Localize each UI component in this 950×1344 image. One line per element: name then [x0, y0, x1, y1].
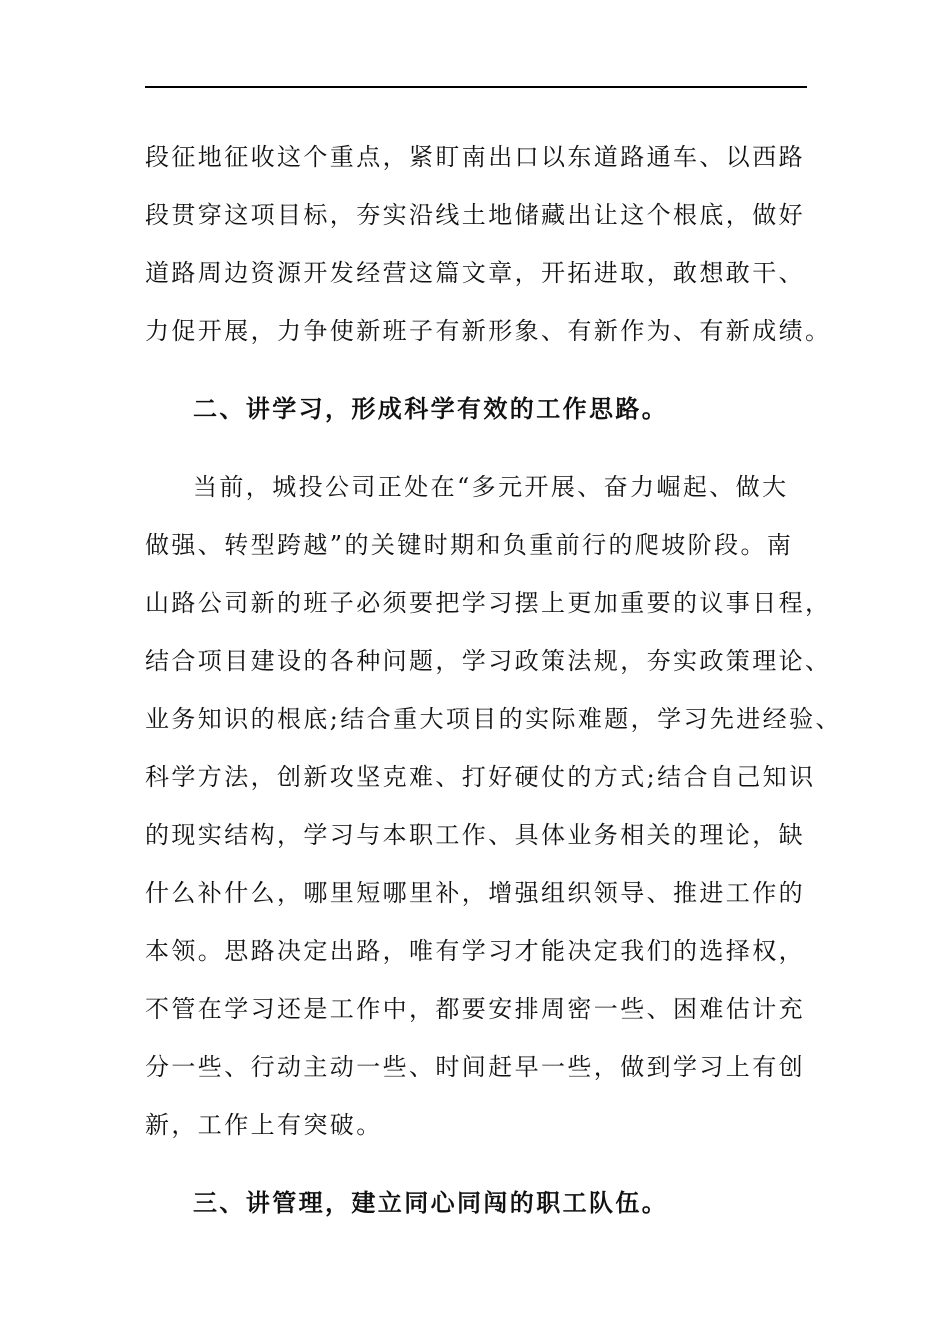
text-line: 当前，城投公司正处在“多元开展、奋力崛起、做大: [193, 473, 789, 501]
section-heading-2: 二、讲学习，形成科学有效的工作思路。: [193, 395, 669, 423]
text-line: 的现实结构，学习与本职工作、具体业务相关的理论，缺: [145, 821, 805, 849]
text-line: 道路周边资源开发经营这篇文章，开拓进取，敢想敢干、: [145, 259, 805, 287]
text-line: 段征地征收这个重点，紧盯南出口以东道路通车、以西路: [145, 143, 805, 171]
text-line: 结合项目建设的各种问题，学习政策法规，夯实政策理论、: [145, 647, 832, 675]
paragraph: [145, 458, 842, 1154]
text-line: 科学方法，创新攻坚克难、打好硬仗的方式;结合自己知识: [145, 763, 816, 791]
header-rule: [145, 86, 807, 88]
text-line: 本领。思路决定出路，唯有学习才能决定我们的选择权，: [145, 937, 805, 965]
text-line: 段贯穿这项目标，夯实沿线土地储藏出让这个根底，做好: [145, 201, 805, 229]
text-line: 什么补什么，哪里短哪里补，增强组织领导、推进工作的: [145, 879, 805, 907]
text-line: 新，工作上有突破。: [145, 1111, 383, 1139]
text-line: 分一些、行动主动一些、时间赶早一些，做到学习上有创: [145, 1053, 805, 1081]
text-line: 不管在学习还是工作中，都要安排周密一些、困难估计充: [145, 995, 805, 1023]
text-line: 山路公司新的班子必须要把学习摆上更加重要的议事日程，: [145, 589, 832, 617]
text-line: 做强、转型跨越”的关键时期和负重前行的爬坡阶段。南: [145, 531, 794, 559]
section-heading-3: 三、讲管理，建立同心同闯的职工队伍。: [193, 1189, 669, 1217]
text-line: 力促开展，力争使新班子有新形象、有新作为、有新成绩。: [145, 317, 832, 345]
paragraph: [145, 128, 832, 360]
document-body: [145, 128, 842, 1232]
text-line: 业务知识的根底;结合重大项目的实际难题，学习先进经验、: [145, 705, 842, 733]
